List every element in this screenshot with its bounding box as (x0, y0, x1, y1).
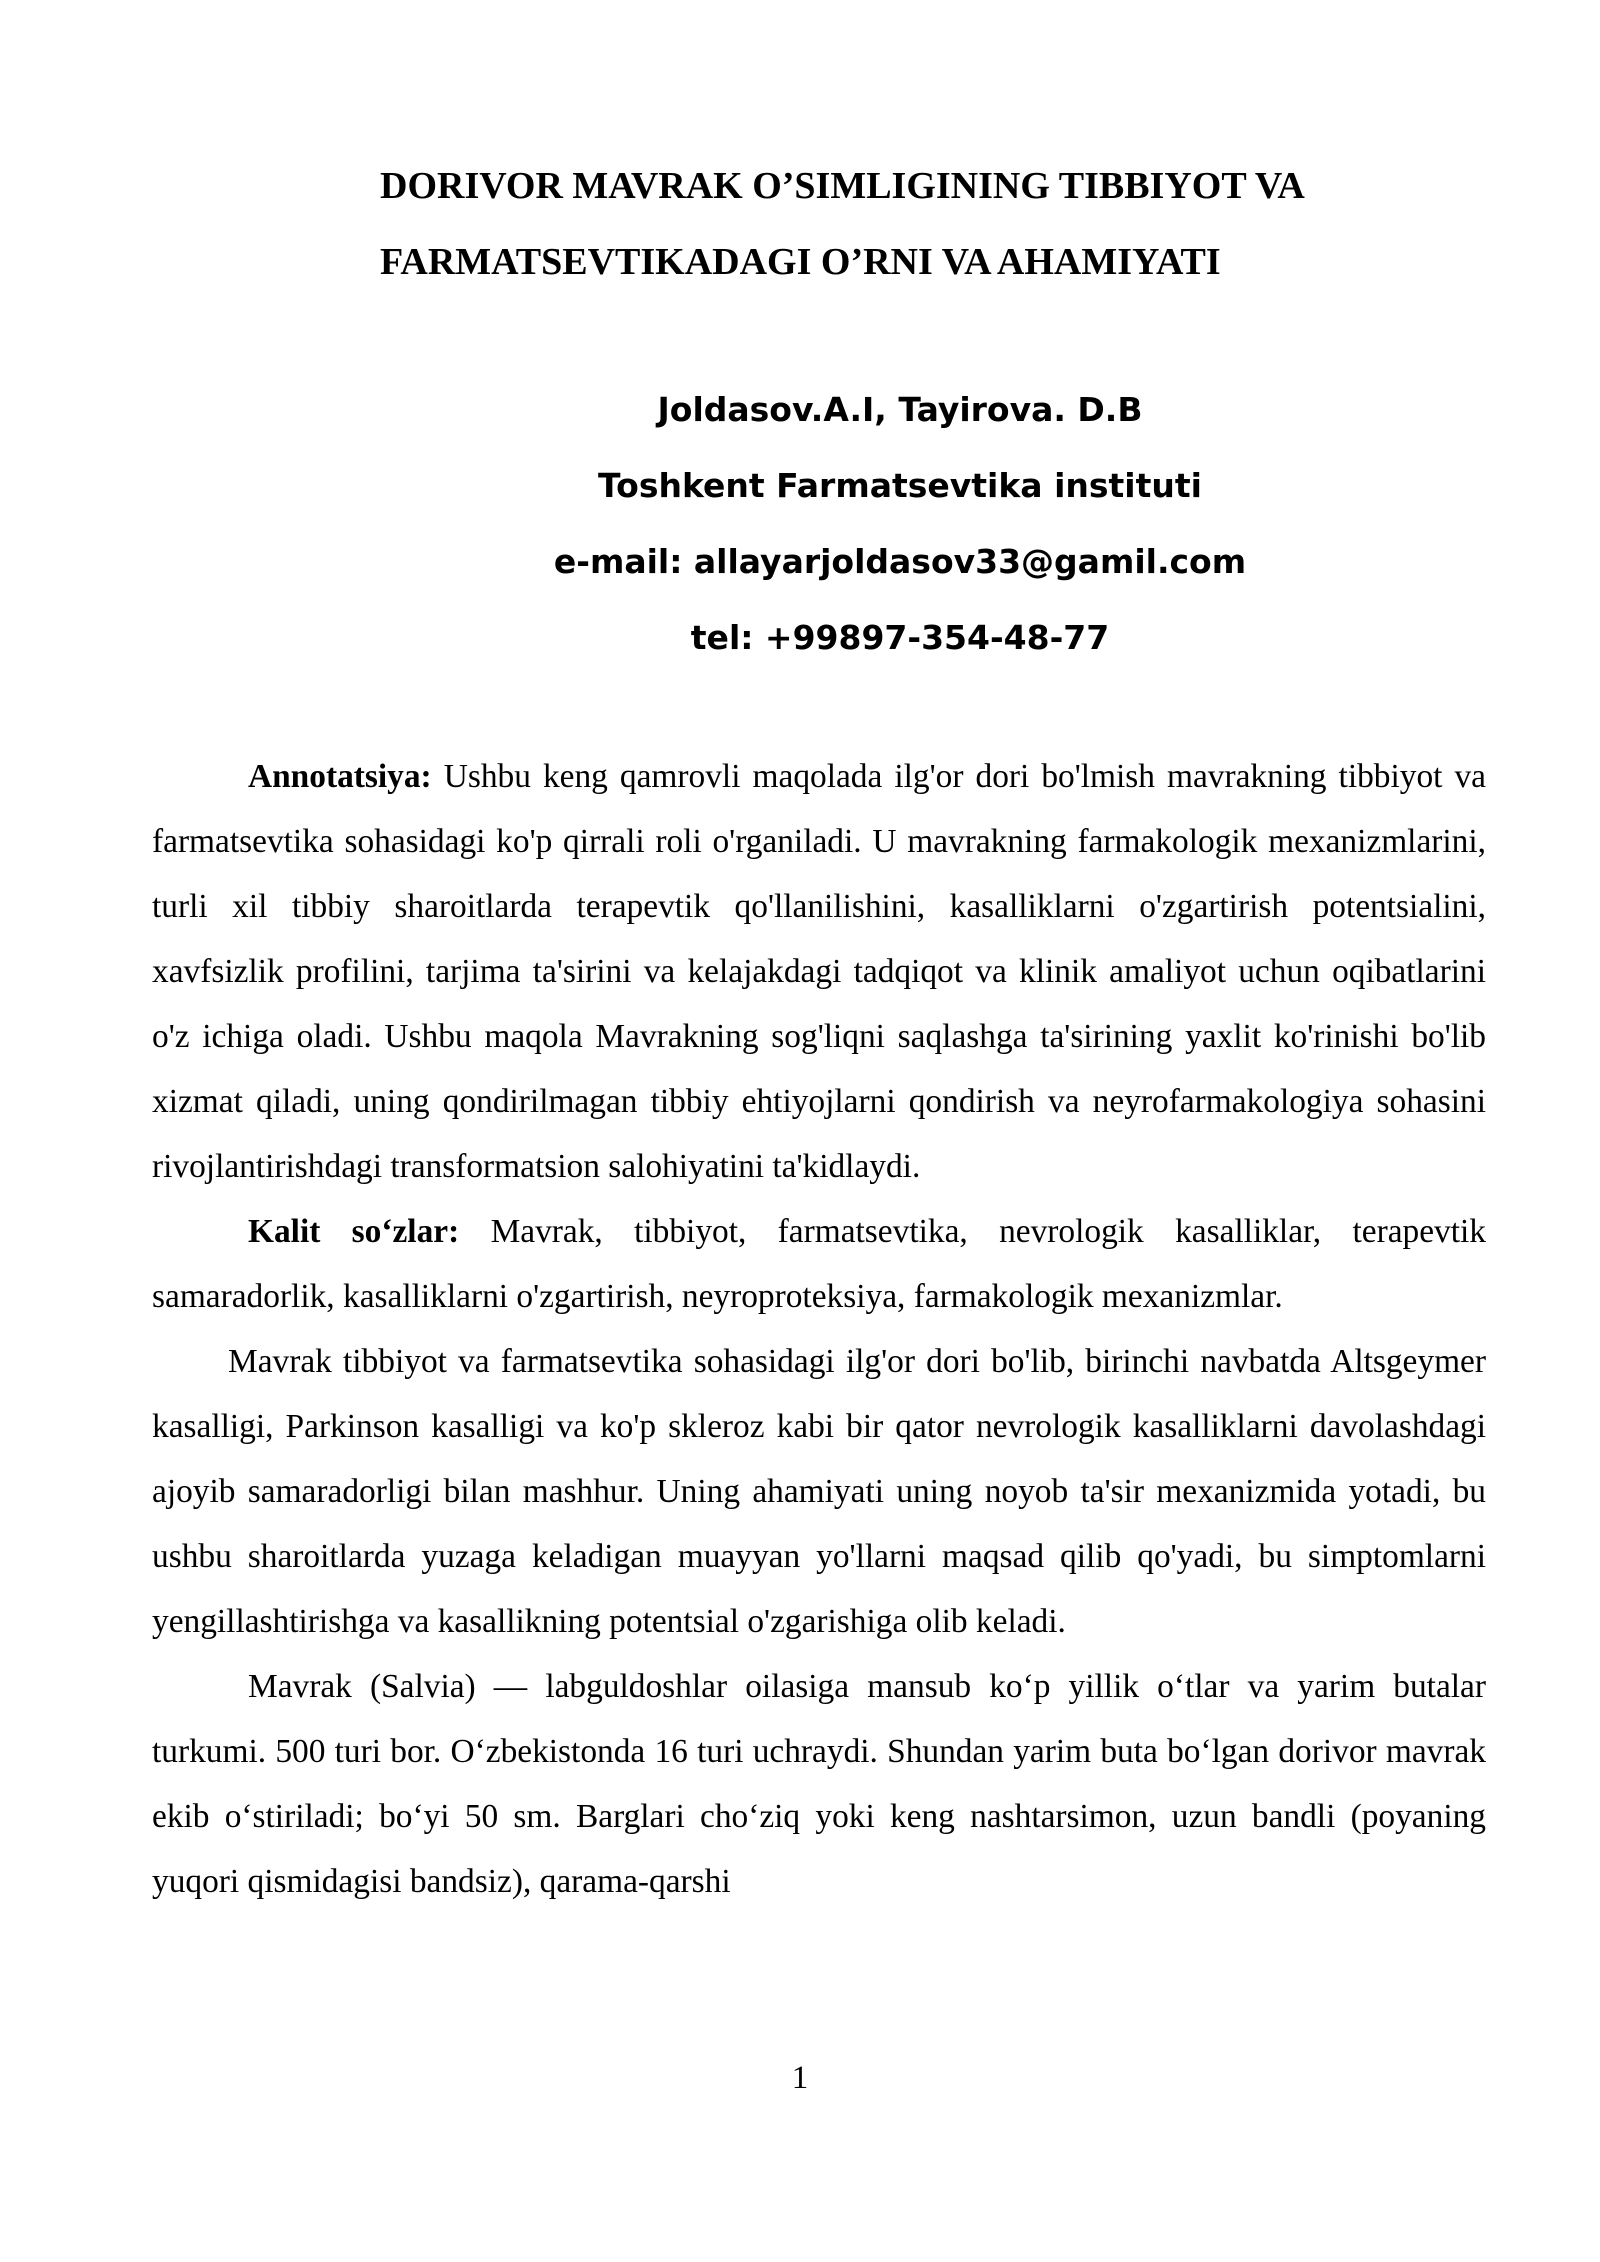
author-block (300, 372, 1500, 676)
title-line-1: DORIVOR MAVRAK O’SIMLIGINING TIBBIYOT VA (380, 165, 1305, 207)
keywords-text: Mavrak, tibbiyot, farmatsevtika, nevrologik kasalliklar, terapevtik samaradorlik, kasalliklarni o'zgartirish, neyroproteksiya, farmakologik mexanizmlar. (152, 1213, 1486, 1315)
author-email: e-mail: allayarjoldasov33@gamil.com (553, 542, 1247, 581)
body-text (152, 744, 1486, 1914)
author-phone: tel: +99897-354-48-77 (690, 618, 1110, 657)
author-names: Joldasov.A.I, Tayirova. D.B (657, 390, 1143, 429)
abstract-label: Annotatsiya: (248, 758, 432, 795)
abstract-paragraph (152, 744, 1486, 1199)
intro-paragraph: Mavrak tibbiyot va farmatsevtika sohasidagi ilg'or dori bo'lib, birinchi navbatda Altsgeymer kasalligi, Parkinson kasalligi va ko'p skleroz kabi bir qator nevrologik kasalliklarni davolashdagi ajoyib samaradorligi bilan mashhur. Uning ahamiyati uning noyob ta'sir mexanizmida yotadi, bu ushbu sharoitlarda yuzaga keladigan muayyan yo'llarni maqsad qilib qo'yadi, bu simptomlarni yengillashtirishga va kasallikning potentsial o'zgarishiga olib keladi. (152, 1343, 1486, 1640)
salvia-paragraph: Mavrak (Salvia) — labguldoshlar oilasiga mansub ko‘p yillik o‘tlar va yarim butalar turkumi. 500 turi bor. O‘zbekistonda 16 turi uchraydi. Shundan yarim buta bo‘lgan dorivor mavrak ekib o‘stiriladi; bo‘yi 50 sm. Barglari cho‘ziq yoki keng nashtarsimon, uzun bandli (poyaning yuqori qismidagisi bandsiz), qarama-qarshi (152, 1668, 1486, 1900)
keywords-label: Kalit so‘zlar: (248, 1213, 460, 1250)
author-institution: Toshkent Farmatsevtika instituti (598, 466, 1202, 505)
paper-title (380, 148, 1530, 300)
keywords-paragraph (152, 1199, 1486, 1329)
title-line-2: FARMATSEVTIKADAGI O’RNI VA AHAMIYATI (380, 241, 1221, 283)
page-number: 1 (791, 2060, 809, 2096)
abstract-text: Ushbu keng qamrovli maqolada ilg'or dori bo'lmish mavrakning tibbiyot va farmatsevtika sohasidagi ko'p qirrali roli o'rganiladi. U mavrakning farmakologik mexanizmlarini, turli xil tibbiy sharoitlarda terapevtik qo'llanilishini, kasalliklarni o'zgartirish potentsialini, xavfsizlik profilini, tarjima ta'sirini va kelajakdagi tadqiqot va klinik amaliyot uchun oqibatlarini o'z ichiga oladi. Ushbu maqola Mavrakning sog'liqni saqlashga ta'sirining yaxlit ko'rinishi bo'lib xizmat qiladi, uning qondirilmagan tibbiy ehtiyojlarni qondirish va neyrofarmakologiya sohasini rivojlantirishdagi transformatsion salohiyatini ta'kidlaydi. (152, 758, 1486, 1185)
